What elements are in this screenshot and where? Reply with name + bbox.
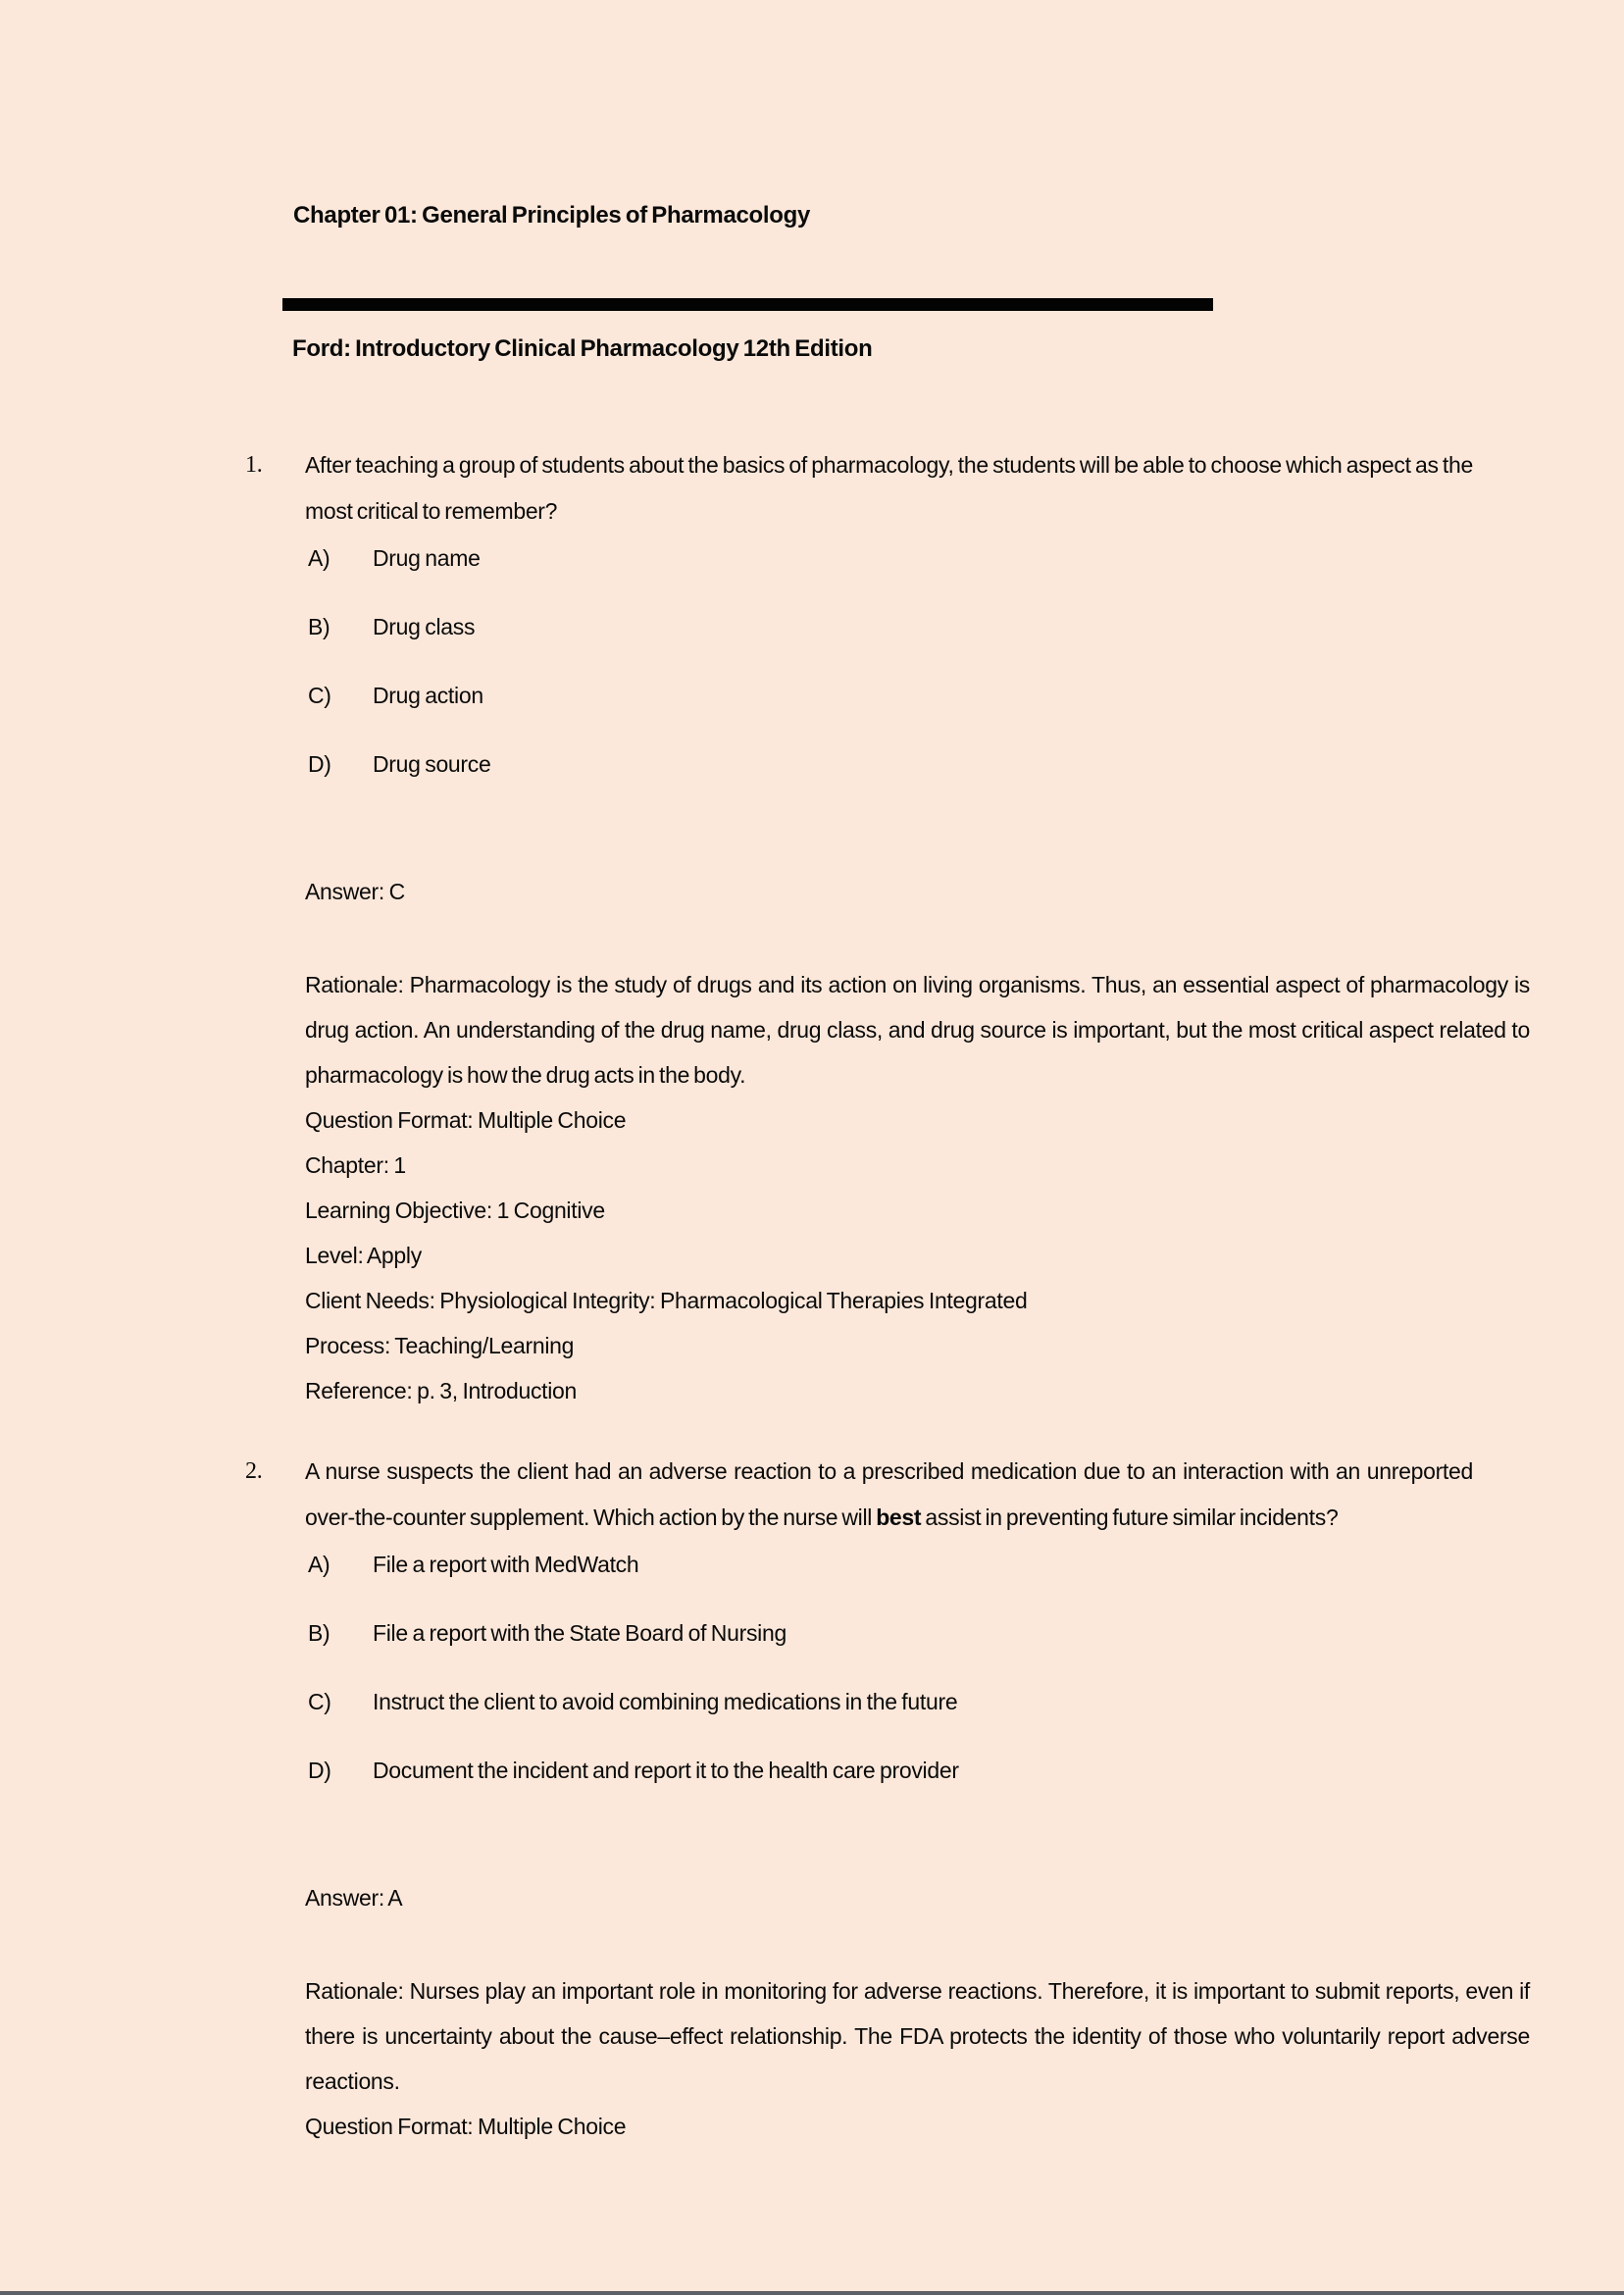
- book-edition-title: Ford: Introductory Clinical Pharmacology 12th Edition: [292, 335, 873, 362]
- question-1-body: [305, 442, 1530, 1413]
- question-1-number: 1.: [245, 452, 263, 478]
- question-1-metadata: [305, 1097, 1530, 1413]
- question-2-number: 2.: [245, 1458, 263, 1484]
- title-divider-bar: [282, 298, 1213, 311]
- meta-level: Level: Apply: [305, 1243, 422, 1268]
- question-1-option-c: [305, 673, 1530, 719]
- question-2-body: [305, 1449, 1530, 2149]
- question-2-text: [305, 1449, 1530, 1541]
- meta-question-format: Question Format: Multiple Choice: [305, 1107, 627, 1133]
- question-1-option-d: [305, 741, 1530, 788]
- option-text: Instruct the client to avoid combining medications in the future: [373, 1689, 958, 1714]
- question-1-option-a: [305, 536, 1530, 582]
- option-letter: D): [308, 751, 331, 777]
- option-text: Document the incident and report it to the health care provider: [373, 1758, 959, 1783]
- page-bottom-border: [0, 2291, 1624, 2295]
- meta-reference: Reference: p. 3, Introduction: [305, 1378, 578, 1403]
- question-2-text-start: A nurse suspects the client had an adverse reaction to a prescribed medication due to an interaction with an unreported over-the-counter supplement. Which action by the nurse will: [305, 1458, 1473, 1530]
- question-1-rationale: Rationale: Pharmacology is the study of drugs and its action on living organisms. Thus, an essential aspect of pharmacology is drug action. An understanding of the drug name, drug class, and drug source is important, but the most critical aspect related to pharmacology is how the drug acts in the body.: [305, 972, 1530, 1088]
- question-2-rationale: Rationale: Nurses play an important role in monitoring for adverse reactions. Therefore, it is important to submit reports, even if there is uncertainty about the cause–effect relationship. The FDA protects the identity of those who voluntarily report adverse reactions.: [305, 1978, 1530, 2094]
- meta-learning-objective: Learning Objective: 1 Cognitive: [305, 1198, 605, 1223]
- meta-process: Process: Teaching/Learning: [305, 1333, 575, 1358]
- option-letter: B): [308, 614, 330, 639]
- option-letter: A): [308, 545, 330, 571]
- question-2: [245, 1449, 1530, 2149]
- option-letter: C): [308, 1689, 331, 1714]
- option-text: Drug action: [373, 683, 483, 708]
- question-1: [245, 442, 1530, 1413]
- question-2-options: [305, 1542, 1530, 1794]
- option-text: Drug class: [373, 614, 476, 639]
- question-2-option-d: [305, 1748, 1530, 1794]
- option-letter: A): [308, 1552, 330, 1577]
- meta-client-needs: Client Needs: Physiological Integrity: Pharmacological Therapies Integrated: [305, 1288, 1028, 1313]
- option-letter: B): [308, 1620, 330, 1646]
- question-1-option-b: [305, 604, 1530, 650]
- option-text: Drug name: [373, 545, 481, 571]
- question-2-text-end: assist in preventing future similar incidents?: [921, 1504, 1339, 1530]
- question-2-option-a: [305, 1542, 1530, 1588]
- question-2-option-b: [305, 1610, 1530, 1657]
- question-2-metadata: [305, 2104, 1530, 2149]
- option-text: File a report with MedWatch: [373, 1552, 639, 1577]
- option-text: File a report with the State Board of Nursing: [373, 1620, 787, 1646]
- chapter-title: Chapter 01: General Principles of Pharmacology: [293, 202, 811, 229]
- question-2-bold-word: best: [876, 1504, 922, 1530]
- question-1-answer: Answer: C: [305, 879, 405, 904]
- option-text: Drug source: [373, 751, 491, 777]
- question-1-text: After teaching a group of students about the basics of pharmacology, the students will be able to choose which aspect as the most critical to remember?: [305, 452, 1473, 524]
- question-2-answer: Answer: A: [305, 1885, 403, 1911]
- meta-chapter: Chapter: 1: [305, 1152, 406, 1178]
- question-1-options: [305, 536, 1530, 788]
- question-2-option-c: [305, 1679, 1530, 1725]
- option-letter: C): [308, 683, 331, 708]
- meta-question-format: Question Format: Multiple Choice: [305, 2114, 627, 2139]
- option-letter: D): [308, 1758, 331, 1783]
